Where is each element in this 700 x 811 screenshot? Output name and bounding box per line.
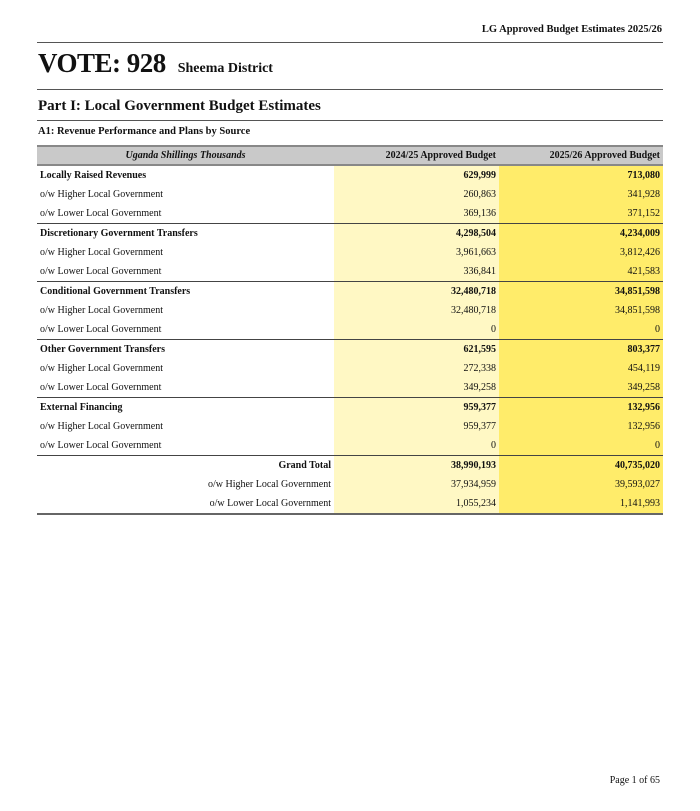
table-row	[37, 340, 663, 360]
value-2025-26: 713,080	[499, 165, 663, 185]
table-row	[37, 398, 663, 418]
table-row	[37, 475, 663, 494]
row-label: o/w Lower Local Government	[40, 382, 162, 393]
table-row	[37, 282, 663, 302]
value-2025-26: 0	[499, 320, 663, 340]
row-label: Grand Total	[37, 456, 334, 476]
value-2024-25: 0	[334, 436, 499, 456]
table-row	[37, 436, 663, 456]
row-label: o/w Higher Local Government	[40, 421, 164, 432]
row-label: o/w Lower Local Government	[40, 324, 162, 335]
row-label: o/w Higher Local Government	[40, 305, 164, 316]
divider	[37, 120, 663, 121]
value-2024-25: 37,934,959	[334, 475, 499, 494]
value-2024-25: 38,990,193	[334, 456, 499, 476]
row-label: Locally Raised Revenues	[37, 165, 334, 185]
table-header-row	[37, 146, 663, 165]
value-2025-26: 39,593,027	[499, 475, 663, 494]
value-2024-25: 4,298,504	[334, 224, 499, 244]
value-2024-25: 349,258	[334, 378, 499, 398]
column-header-2024-25: 2024/25 Approved Budget	[334, 146, 499, 165]
value-2024-25: 336,841	[334, 262, 499, 282]
value-2025-26: 803,377	[499, 340, 663, 360]
table-row	[37, 417, 663, 436]
report-title: LG Approved Budget Estimates 2025/26	[481, 24, 662, 35]
table-row	[37, 320, 663, 340]
vote-heading	[38, 48, 273, 79]
page-number: Page 1 of 65	[609, 775, 660, 786]
table-row	[37, 204, 663, 224]
value-2025-26: 341,928	[499, 185, 663, 204]
row-label: o/w Higher Local Government	[40, 189, 164, 200]
table-row	[37, 359, 663, 378]
value-2025-26: 3,812,426	[499, 243, 663, 262]
value-2024-25: 32,480,718	[334, 301, 499, 320]
value-2025-26: 34,851,598	[499, 301, 663, 320]
row-label: Other Government Transfers	[37, 340, 334, 360]
value-2025-26: 132,956	[499, 398, 663, 418]
row-label: o/w Lower Local Government	[40, 440, 162, 451]
value-2024-25: 959,377	[334, 398, 499, 418]
value-2025-26: 40,735,020	[499, 456, 663, 476]
value-2025-26: 421,583	[499, 262, 663, 282]
value-2024-25: 621,595	[334, 340, 499, 360]
column-header-2025-26: 2025/26 Approved Budget	[499, 146, 663, 165]
value-2025-26: 454,119	[499, 359, 663, 378]
value-2025-26: 371,152	[499, 204, 663, 224]
value-2024-25: 260,863	[334, 185, 499, 204]
value-2024-25: 0	[334, 320, 499, 340]
value-2025-26: 1,141,993	[499, 494, 663, 514]
table-row	[37, 243, 663, 262]
value-2025-26: 132,956	[499, 417, 663, 436]
table-row	[37, 494, 663, 514]
table-row	[37, 185, 663, 204]
row-label: Conditional Government Transfers	[37, 282, 334, 302]
row-label: o/w Higher Local Government	[40, 363, 164, 374]
value-2025-26: 34,851,598	[499, 282, 663, 302]
district-name: Sheema District	[177, 61, 273, 76]
row-label: External Financing	[37, 398, 334, 418]
value-2024-25: 272,338	[334, 359, 499, 378]
table-row	[37, 262, 663, 282]
part-title: Part I: Local Government Budget Estimates	[38, 98, 321, 114]
value-2024-25: 959,377	[334, 417, 499, 436]
section-title: A1: Revenue Performance and Plans by Source	[38, 126, 251, 137]
row-label: o/w Higher Local Government	[40, 247, 164, 258]
vote-number: VOTE: 928	[38, 48, 166, 78]
value-2024-25: 1,055,234	[334, 494, 499, 514]
row-label: o/w Lower Local Government	[40, 266, 162, 277]
value-2025-26: 349,258	[499, 378, 663, 398]
row-label: o/w Lower Local Government	[40, 208, 162, 219]
value-2025-26: 0	[499, 436, 663, 456]
table-row	[37, 378, 663, 398]
column-header-category: Uganda Shillings Thousands	[37, 146, 334, 165]
value-2024-25: 369,136	[334, 204, 499, 224]
revenue-table	[37, 145, 663, 515]
row-label: o/w Higher Local Government	[207, 479, 331, 490]
value-2024-25: 32,480,718	[334, 282, 499, 302]
table-row	[37, 224, 663, 244]
row-label: Discretionary Government Transfers	[37, 224, 334, 244]
row-label: o/w Lower Local Government	[37, 494, 334, 514]
divider	[37, 42, 663, 43]
table-row	[37, 456, 663, 476]
divider	[37, 89, 663, 90]
table-row	[37, 165, 663, 185]
table-row	[37, 301, 663, 320]
value-2024-25: 3,961,663	[334, 243, 499, 262]
value-2024-25: 629,999	[334, 165, 499, 185]
value-2025-26: 4,234,009	[499, 224, 663, 244]
